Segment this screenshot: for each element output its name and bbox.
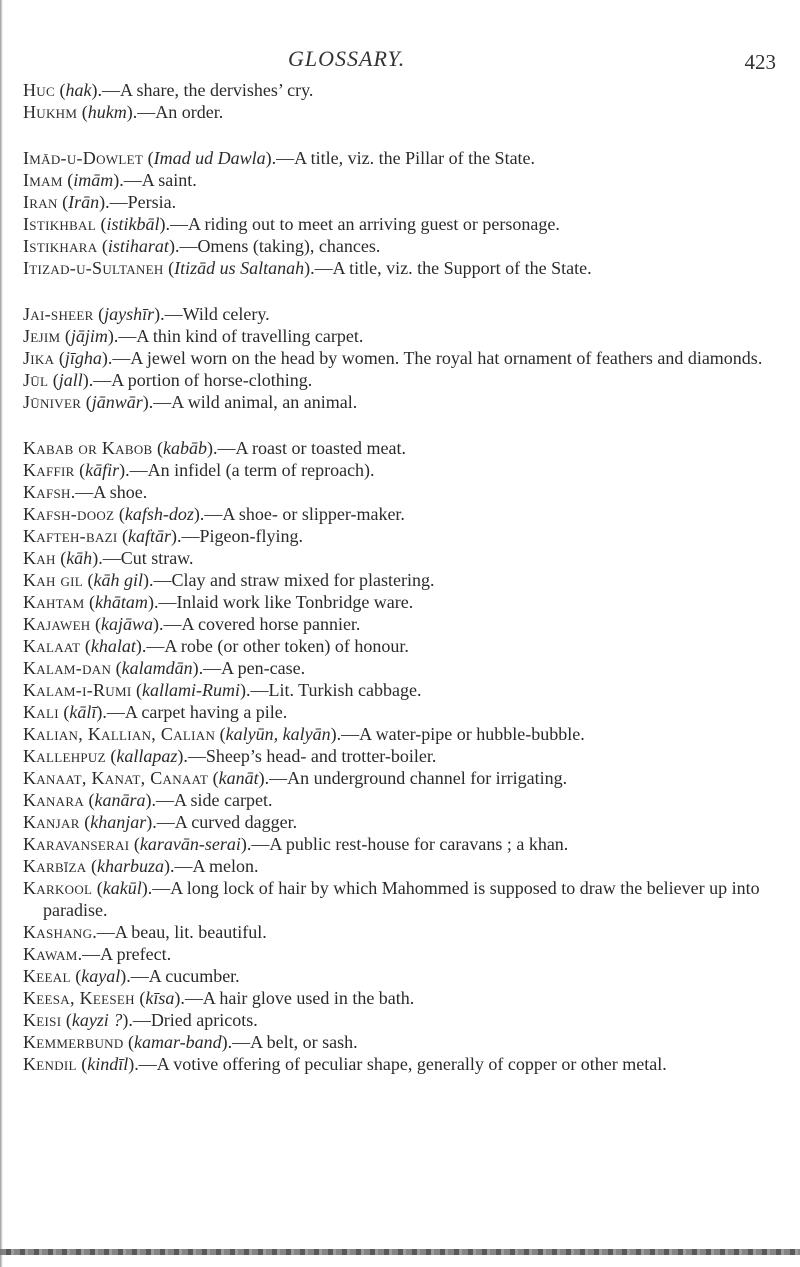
- entry-definition: .—Wild celery.: [160, 304, 270, 324]
- glossary-entry: Kali (kālī).—A carpet having a pile.: [23, 702, 288, 722]
- glossary-body: [23, 79, 775, 1099]
- entry-transliteration: kanāt: [218, 768, 259, 788]
- entry-definition: .—An underground channel for irrigating.: [264, 768, 568, 788]
- entry-transliteration: kajāwa: [101, 614, 153, 634]
- entry-headword: Keeal: [23, 966, 71, 986]
- glossary-entry: Kalam-i-Rumi (kallami-Rumi).—Lit. Turkish cabbage.: [23, 680, 422, 700]
- page-number: 423: [744, 50, 776, 74]
- entry-headword: Jūl: [23, 370, 49, 390]
- entry-definition: .—A belt, or sash.: [227, 1032, 358, 1052]
- entry-transliteration: kālī: [69, 702, 97, 722]
- entry-definition: .—Inlaid work like Tonbridge ware.: [153, 592, 414, 612]
- entry-transliteration: khātam: [94, 592, 148, 612]
- entry-headword: Imam: [23, 170, 63, 190]
- entry-definition: .—An infidel (a term of reproach).: [125, 460, 375, 480]
- entry-definition: .—Dried apricots.: [128, 1010, 258, 1030]
- entry-headword: Kabab or Kabob: [23, 438, 153, 458]
- entry-headword: Kah gil: [23, 570, 84, 590]
- entry-headword: Kendil: [23, 1054, 77, 1074]
- glossary-entry: Istikhara (istiharat).—Omens (taking), chances.: [23, 236, 381, 256]
- glossary-entry: Kajaweh (kajāwa).—A covered horse pannier.: [23, 614, 361, 634]
- glossary-entry: Kanjar (khanjar).—A curved dagger.: [23, 812, 298, 832]
- glossary-entry: Jūl (jall).—A portion of horse-clothing.: [23, 370, 313, 390]
- entry-headword: Kashang: [23, 922, 93, 942]
- glossary-entry: Kahtam (khātam).—Inlaid work like Tonbridge ware.: [23, 592, 414, 612]
- entry-transliteration: hak: [65, 80, 92, 100]
- entry-transliteration: kalamdān: [121, 658, 193, 678]
- entry-headword: Karavanserai: [23, 834, 130, 854]
- glossary-entry: Karavanserai (karavān-serai).—A public rest-house for caravans ; a khan.: [23, 834, 569, 854]
- entry-definition: .—A riding out to meet an arriving guest or personage.: [165, 214, 560, 234]
- glossary-entry: Kah gil (kāh gil).—Clay and straw mixed for plastering.: [23, 570, 435, 590]
- glossary-section: [23, 303, 775, 413]
- entry-transliteration: jīgha: [64, 348, 102, 368]
- glossary-entry: [23, 921, 775, 943]
- entry-definition: .—Cut straw.: [98, 548, 194, 568]
- entry-transliteration: kāfir: [85, 460, 120, 480]
- entry-transliteration: hukm: [87, 102, 127, 122]
- entry-headword: Itizad-u-Sultaneh: [23, 258, 164, 278]
- entry-headword: Kah: [23, 548, 56, 568]
- entry-definition: .—A cucumber.: [126, 966, 240, 986]
- glossary-entry: Jūniver (jānwār).—A wild animal, an animal.: [23, 392, 358, 412]
- entry-headword: Jai-sheer: [23, 304, 94, 324]
- glossary-section: [23, 437, 775, 1075]
- glossary-entry: Kalaat (khalat).—A robe (or other token) of honour.: [23, 636, 409, 656]
- entry-headword: Kalaat: [23, 636, 81, 656]
- entry-definition: .—A shoe- or slipper-maker.: [199, 504, 405, 524]
- entry-headword: Jūniver: [23, 392, 82, 412]
- glossary-entry: [23, 943, 775, 965]
- entry-transliteration: kayzi ?: [71, 1010, 123, 1030]
- entry-transliteration: kharbuza: [97, 856, 164, 876]
- entry-headword: Istikhara: [23, 236, 98, 256]
- entry-transliteration: kallami-Rumi: [141, 680, 240, 700]
- entry-definition: .—A thin kind of travelling carpet.: [113, 326, 364, 346]
- entry-headword: Kallehpuz: [23, 746, 106, 766]
- entry-headword: Kawam: [23, 944, 78, 964]
- glossary-entry: Kalam-dan (kalamdān).—A pen-case.: [23, 658, 306, 678]
- page-title: GLOSSARY.: [288, 46, 406, 71]
- glossary-entry: Kallehpuz (kallapaz).—Sheep’s head- and trotter-boiler.: [23, 746, 437, 766]
- entry-transliteration: kakūl: [102, 878, 142, 898]
- glossary-entry: Iran (Irān).—Persia.: [23, 192, 177, 212]
- glossary-entry: Kanara (kanāra).—A side carpet.: [23, 790, 273, 810]
- entry-definition: .—A title, viz. the Support of the State.: [310, 258, 592, 278]
- glossary-entry: Kafteh-bazi (kaftār).—Pigeon-flying.: [23, 526, 304, 546]
- entry-definition: .—A title, viz. the Pillar of the State.: [271, 148, 536, 168]
- entry-headword: Kanaat, Kanat, Canaat: [23, 768, 209, 788]
- entry-definition: .—A side carpet.: [151, 790, 273, 810]
- glossary-entry: Istikhbal (istikbāl).—A riding out to meet an arriving guest or personage.: [23, 214, 560, 234]
- glossary-entry: Keesa, Keeseh (kīsa).—A hair glove used in the bath.: [23, 988, 415, 1008]
- glossary-entry: Kaffir (kāfir).—An infidel (a term of reproach).: [23, 460, 375, 480]
- entry-definition: .—A covered horse pannier.: [159, 614, 361, 634]
- entry-transliteration: kāh: [66, 548, 93, 568]
- glossary-entry: Kah (kāh).—Cut straw.: [23, 548, 194, 568]
- entry-headword: Kajaweh: [23, 614, 91, 634]
- entry-headword: Kali: [23, 702, 59, 722]
- entry-definition: .—A curved dagger.: [152, 812, 298, 832]
- entry-definition: .—Lit. Turkish cabbage.: [245, 680, 422, 700]
- entry-definition: .—A public rest-house for caravans ; a khan.: [246, 834, 569, 854]
- entry-transliteration: kallapaz: [116, 746, 178, 766]
- running-head: [0, 46, 800, 74]
- glossary-entry: [23, 481, 775, 503]
- glossary-entry: Huc (hak).—A share, the dervishes’ cry.: [23, 80, 314, 100]
- glossary-entry: Kemmerbund (kamar-band).—A belt, or sash.: [23, 1032, 358, 1052]
- glossary-entry: Jejim (jājim).—A thin kind of travelling carpet.: [23, 326, 364, 346]
- entry-definition: .—A shoe.: [70, 482, 148, 502]
- entry-headword: Kanara: [23, 790, 85, 810]
- entry-headword: Jika: [23, 348, 55, 368]
- entry-definition: .—Omens (taking), chances.: [174, 236, 381, 256]
- entry-transliteration: jājim: [70, 326, 108, 346]
- entry-headword: Huc: [23, 80, 55, 100]
- entry-headword: Istikhbal: [23, 214, 96, 234]
- glossary-section: [23, 79, 775, 123]
- entry-definition: .—A roast or toasted meat.: [213, 438, 406, 458]
- entry-transliteration: jall: [58, 370, 83, 390]
- entry-definition: .—Persia.: [105, 192, 177, 212]
- entry-transliteration: istiharat: [107, 236, 169, 256]
- entry-headword: Kalian, Kallian, Calian: [23, 724, 216, 744]
- entry-definition: .—An order.: [132, 102, 224, 122]
- entry-headword: Imād-u-Dowlet: [23, 148, 144, 168]
- entry-headword: Kalam-dan: [23, 658, 112, 678]
- entry-headword: Karkool: [23, 878, 93, 898]
- entry-headword: Kaffir: [23, 460, 75, 480]
- entry-definition: .—A robe (or other token) of honour.: [141, 636, 409, 656]
- entry-definition: .—A long lock of hair by which Mahommed is supposed to draw the believer up into paradise.: [43, 878, 760, 920]
- entry-definition: .—A wild animal, an animal.: [148, 392, 358, 412]
- entry-transliteration: kalyūn, kalyān: [225, 724, 331, 744]
- glossary-entry: Itizad-u-Sultaneh (Itizād us Saltanah).—A title, viz. the Support of the State.: [23, 258, 592, 278]
- entry-definition: .—A hair glove used in the bath.: [180, 988, 415, 1008]
- entry-definition: .—A prefect.: [77, 944, 172, 964]
- entry-definition: .—A beau, lit. beautiful.: [92, 922, 267, 942]
- entry-transliteration: kamar-band: [134, 1032, 222, 1052]
- glossary-entry: Kanaat, Kanat, Canaat (kanāt).—An underground channel for irrigating.: [23, 768, 568, 788]
- entry-definition: .—Clay and straw mixed for plastering.: [149, 570, 435, 590]
- entry-headword: Karbīza: [23, 856, 87, 876]
- entry-transliteration: imām: [73, 170, 114, 190]
- glossary-entry: Imam (imām).—A saint.: [23, 170, 197, 190]
- entry-headword: Kafteh-bazi: [23, 526, 118, 546]
- glossary-entry: Jika (jīgha).—A jewel worn on the head by women. The royal hat ornament of feathers and diamonds.: [23, 348, 763, 368]
- entry-definition: .—A carpet having a pile.: [102, 702, 288, 722]
- entry-definition: .—Sheep’s head- and trotter-boiler.: [183, 746, 437, 766]
- entry-transliteration: kabāb: [163, 438, 207, 458]
- entry-headword: Keisi: [23, 1010, 62, 1030]
- entry-transliteration: kāh gil: [93, 570, 144, 590]
- glossary-section: [23, 147, 775, 279]
- bottom-scan-edge: [0, 1249, 800, 1255]
- glossary-entry: Kabab or Kabob (kabāb).—A roast or toasted meat.: [23, 438, 406, 458]
- entry-transliteration: Imad ud Dawla: [153, 148, 266, 168]
- entry-definition: .—A water-pipe or hubble-bubble.: [336, 724, 585, 744]
- entry-headword: Kanjar: [23, 812, 80, 832]
- entry-transliteration: Itizād us Saltanah: [174, 258, 305, 278]
- entry-headword: Kalam-i-Rumi: [23, 680, 132, 700]
- entry-transliteration: kayal: [81, 966, 121, 986]
- entry-headword: Kafsh: [23, 482, 71, 502]
- glossary-entry: Kalian, Kallian, Calian (kalyūn, kalyān).—A water-pipe or hubble-bubble.: [23, 724, 585, 744]
- entry-transliteration: khalat: [90, 636, 136, 656]
- entry-transliteration: jānwār: [91, 392, 143, 412]
- entry-transliteration: kindīl: [87, 1054, 129, 1074]
- glossary-entry: Jai-sheer (jayshīr).—Wild celery.: [23, 304, 270, 324]
- entry-transliteration: istikbāl: [106, 214, 160, 234]
- entry-transliteration: jayshīr: [104, 304, 155, 324]
- entry-transliteration: kafsh-doz: [124, 504, 194, 524]
- glossary-entry: Kafsh-dooz (kafsh-doz).—A shoe- or slipper-maker.: [23, 504, 405, 524]
- glossary-entry: Kendil (kindīl).—A votive offering of peculiar shape, generally of copper or other metal.: [23, 1054, 667, 1074]
- glossary-entry: Keisi (kayzi ?).—Dried apricots.: [23, 1010, 258, 1030]
- entry-transliteration: khanjar: [90, 812, 147, 832]
- glossary-entry: Hukhm (hukm).—An order.: [23, 102, 224, 122]
- entry-headword: Iran: [23, 192, 58, 212]
- glossary-entry: Imād-u-Dowlet (Imad ud Dawla).—A title, viz. the Pillar of the State.: [23, 148, 536, 168]
- entry-definition: .—A share, the dervishes’ cry.: [97, 80, 314, 100]
- entry-transliteration: kaftār: [128, 526, 172, 546]
- entry-headword: Kafsh-dooz: [23, 504, 115, 524]
- glossary-entry: Karbīza (kharbuza).—A melon.: [23, 856, 259, 876]
- glossary-entry: Karkool (kakūl).—A long lock of hair by which Mahommed is supposed to draw the believer up into paradise.: [23, 878, 760, 920]
- page-edge-shadow: [0, 0, 3, 1267]
- entry-headword: Keesa, Keeseh: [23, 988, 135, 1008]
- entry-definition: .—A melon.: [170, 856, 259, 876]
- entry-transliteration: kīsa: [145, 988, 175, 1008]
- entry-headword: Kahtam: [23, 592, 85, 612]
- entry-definition: .—A jewel worn on the head by women. The royal hat ornament of feathers and diamonds.: [107, 348, 763, 368]
- glossary-entry: Keeal (kayal).—A cucumber.: [23, 966, 240, 986]
- entry-definition: .—Pigeon-flying.: [177, 526, 304, 546]
- entry-transliteration: karavān-serai: [139, 834, 241, 854]
- entry-transliteration: Irān: [68, 192, 100, 212]
- entry-definition: .—A portion of horse-clothing.: [88, 370, 313, 390]
- entry-headword: Kemmerbund: [23, 1032, 124, 1052]
- entry-transliteration: kanāra: [94, 790, 146, 810]
- entry-headword: Jejim: [23, 326, 61, 346]
- entry-headword: Hukhm: [23, 102, 78, 122]
- entry-definition: .—A votive offering of peculiar shape, generally of copper or other metal.: [134, 1054, 667, 1074]
- entry-definition: .—A saint.: [119, 170, 197, 190]
- entry-definition: .—A pen-case.: [198, 658, 306, 678]
